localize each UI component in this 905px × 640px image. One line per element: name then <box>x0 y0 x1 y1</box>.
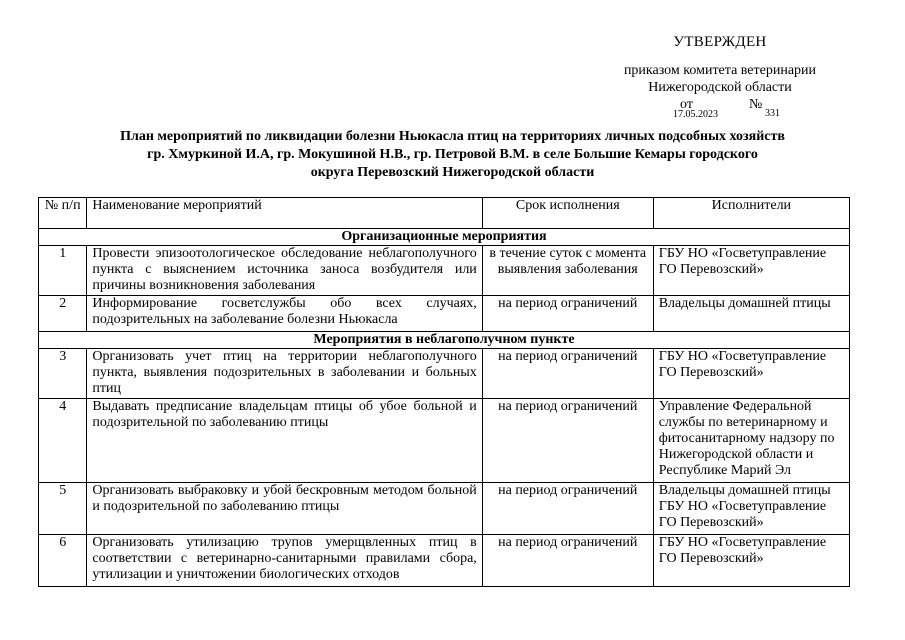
table-row <box>39 246 850 296</box>
plan-table-body <box>39 229 850 587</box>
approval-order-line: приказом комитета ветеринарии <box>623 63 817 78</box>
document-title <box>60 128 845 182</box>
title-line-3: округа Перевозский Нижегородской области <box>310 165 595 180</box>
table-row <box>39 535 850 587</box>
row-term: на период ограничений <box>482 535 653 587</box>
header-name: Наименование мероприятий <box>87 198 482 229</box>
table-row <box>39 483 850 535</box>
approval-stamp <box>600 34 840 118</box>
row-term: на период ограничений <box>482 296 653 332</box>
row-num: 2 <box>39 296 87 332</box>
row-num: 4 <box>39 399 87 483</box>
row-executors: ГБУ НО «Госветуправление ГО Перевозский» <box>653 535 849 587</box>
row-num: 5 <box>39 483 87 535</box>
section-title: Мероприятия в неблагополучном пункте <box>39 332 850 349</box>
table-row <box>39 399 850 483</box>
date-label: от <box>680 97 693 112</box>
row-num: 3 <box>39 349 87 399</box>
row-name: Выдавать предписание владельцам птицы об убое больной и подозрительной по заболеванию птицы <box>87 399 482 483</box>
header-num: № п/п <box>39 198 87 229</box>
row-executors: Владельцы домашней птицы <box>653 296 849 332</box>
section-title: Организационные мероприятия <box>39 229 850 246</box>
title-line-2: гр. Хмуркиной И.А, гр. Мокушиной Н.В., гр. Петровой В.М. в селе Большие Кемары городского <box>147 147 758 162</box>
approved-heading: УТВЕРЖДЕН <box>673 34 767 50</box>
approval-date-line <box>600 96 840 118</box>
row-executors: Владельцы домашней птицы ГБУ НО «Госветуправление ГО Перевозский» <box>653 483 849 535</box>
header-term: Срок исполнения <box>482 198 653 229</box>
number-label: № <box>749 97 763 112</box>
row-executors: ГБУ НО «Госветуправление ГО Перевозский» <box>653 246 849 296</box>
row-name: Организовать учет птиц на территории неблагополучного пункта, выявления подозрительных в заболевании и больных птиц <box>87 349 482 399</box>
plan-table <box>38 197 850 587</box>
row-term: на период ограничений <box>482 483 653 535</box>
row-executors: Управление Федеральной службы по ветеринарному и фитосанитарному надзору по Нижегородской области и Республике Марий Эл <box>653 399 849 483</box>
table-header-row <box>39 198 850 229</box>
row-name: Информирование госветслужбы обо всех случаях, подозрительных на заболевание болезни Ньюкасла <box>87 296 482 332</box>
table-row <box>39 296 850 332</box>
row-num: 6 <box>39 535 87 587</box>
approval-region-line: Нижегородской области <box>648 80 792 95</box>
approval-date: 17.05.2023 <box>673 109 718 120</box>
section-row <box>39 332 850 349</box>
header-executors: Исполнители <box>653 198 849 229</box>
row-term: на период ограничений <box>482 399 653 483</box>
row-term: на период ограничений <box>482 349 653 399</box>
section-row <box>39 229 850 246</box>
row-name: Организовать утилизацию трупов умерщвленных птиц в соответствии с ветеринарно-санитарными правилами сбора, утилизации и уничтожении биологических отходов <box>87 535 482 587</box>
approval-number: 331 <box>765 108 780 119</box>
row-executors: ГБУ НО «Госветуправление ГО Перевозский» <box>653 349 849 399</box>
title-line-1: План мероприятий по ликвидации болезни Ньюкасла птиц на территориях личных подсобных хозяйств <box>120 129 785 144</box>
row-name: Провести эпизоотологическое обследование неблагополучного пункта с выяснением источника заноса возбудителя или причины возникновения заболевания <box>87 246 482 296</box>
row-term: в течение суток с момента выявления заболевания <box>482 246 653 296</box>
table-row <box>39 349 850 399</box>
row-num: 1 <box>39 246 87 296</box>
row-name: Организовать выбраковку и убой бескровным методом больной и подозрительной по заболеванию птицы <box>87 483 482 535</box>
